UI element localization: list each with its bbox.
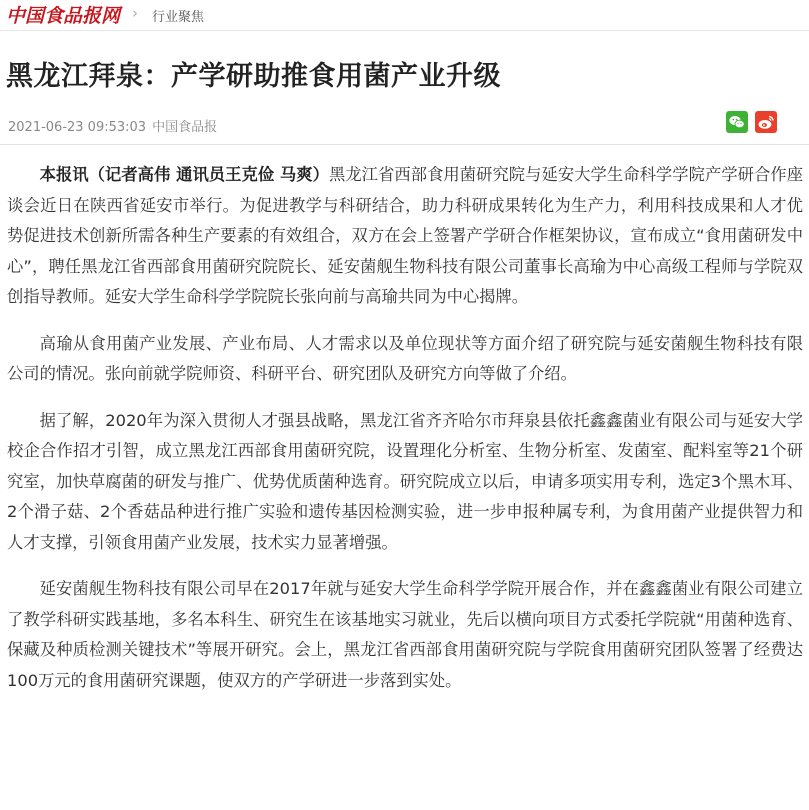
article-lead: 本报讯（记者高伟 通讯员王克俭 马爽）: [39, 165, 329, 184]
weibo-share-button[interactable]: [755, 111, 777, 133]
article-title: 黑龙江拜泉：产学研助推食用菌产业升级: [6, 61, 501, 92]
breadcrumb-category-link[interactable]: 行业聚焦: [152, 10, 205, 25]
paragraph-text: 黑龙江省西部食用菌研究院与延安大学生命科学学院产学研合作座谈会近日在陕西省延安市举行。为促进教学与科研结合，助力科研成果转化为生产力，利用科技成果和人才优势促进技术创新所需各种生产要素的有效组合，双方在会上签署产学研合作框架协议，宣布成立“食用菌研发中心”，聘任黑龙江省西部食用菌研究院院长、延安菌舰生物科技有限公司董事长高瑜为中心高级工程师与学院双创指导教师。延安大学生命科学学院院长张向前与高瑜共同为中心揭牌。: [7, 165, 803, 306]
wechat-share-button[interactable]: [726, 111, 748, 133]
article-paragraph: 据了解，2020年为深入贯彻人才强县战略，黑龙江省齐齐哈尔市拜泉县依托鑫鑫菌业有限公司与延安大学校企合作招才引智，成立黑龙江西部食用菌研究院，设置理化分析室、生物分析室、发菌室、配料室等21个研究室，加快草腐菌的研发与推广、优势优质菌种选育。研究院成立以后，申请多项实用专利，选定3个黑木耳、2个滑子菇、2个香菇品种进行推广实验和遗传基因检测实验，进一步申报种属专利，为食用菌产业提供智力和人才支撑，引领食用菌产业发展，技术实力显著增强。: [7, 410, 803, 552]
wechat-icon: [726, 111, 748, 133]
top-bar: [0, 0, 809, 30]
article-meta: [8, 116, 223, 135]
weibo-icon: [755, 111, 777, 133]
breadcrumb-chevron-icon: ›: [132, 4, 138, 22]
meta-divider: [0, 144, 809, 145]
article-paragraph: [7, 160, 803, 313]
article-paragraph: 高瑜从食用菌产业发展、产业布局、人才需求以及单位现状等方面介绍了研究院与延安菌舰生物科技有限公司的情况。张向前就学院师资、科研平台、研究团队及研究方向等做了介绍。: [7, 333, 803, 383]
article-paragraph: 延安菌舰生物科技有限公司早在2017年就与延安大学生命科学学院开展合作，并在鑫鑫菌业有限公司建立了教学科研实践基地，多名本科生、研究生在该基地实习就业，先后以横向项目方式委托学院就“用菌种选育、保藏及种质检测关键技术”等展开研究。会上，黑龙江省西部食用菌研究院与学院食用菌研究团队签署了经费达100万元的食用菌研究课题，使双方的产学研进一步落到实处。: [7, 579, 803, 690]
header-divider: [0, 30, 809, 31]
publish-date: 2021-06-23 09:53:03: [8, 120, 147, 135]
site-logo[interactable]: 中国食品报网: [6, 5, 121, 27]
article-body: [7, 160, 803, 712]
article-source: 中国食品报: [152, 120, 218, 135]
